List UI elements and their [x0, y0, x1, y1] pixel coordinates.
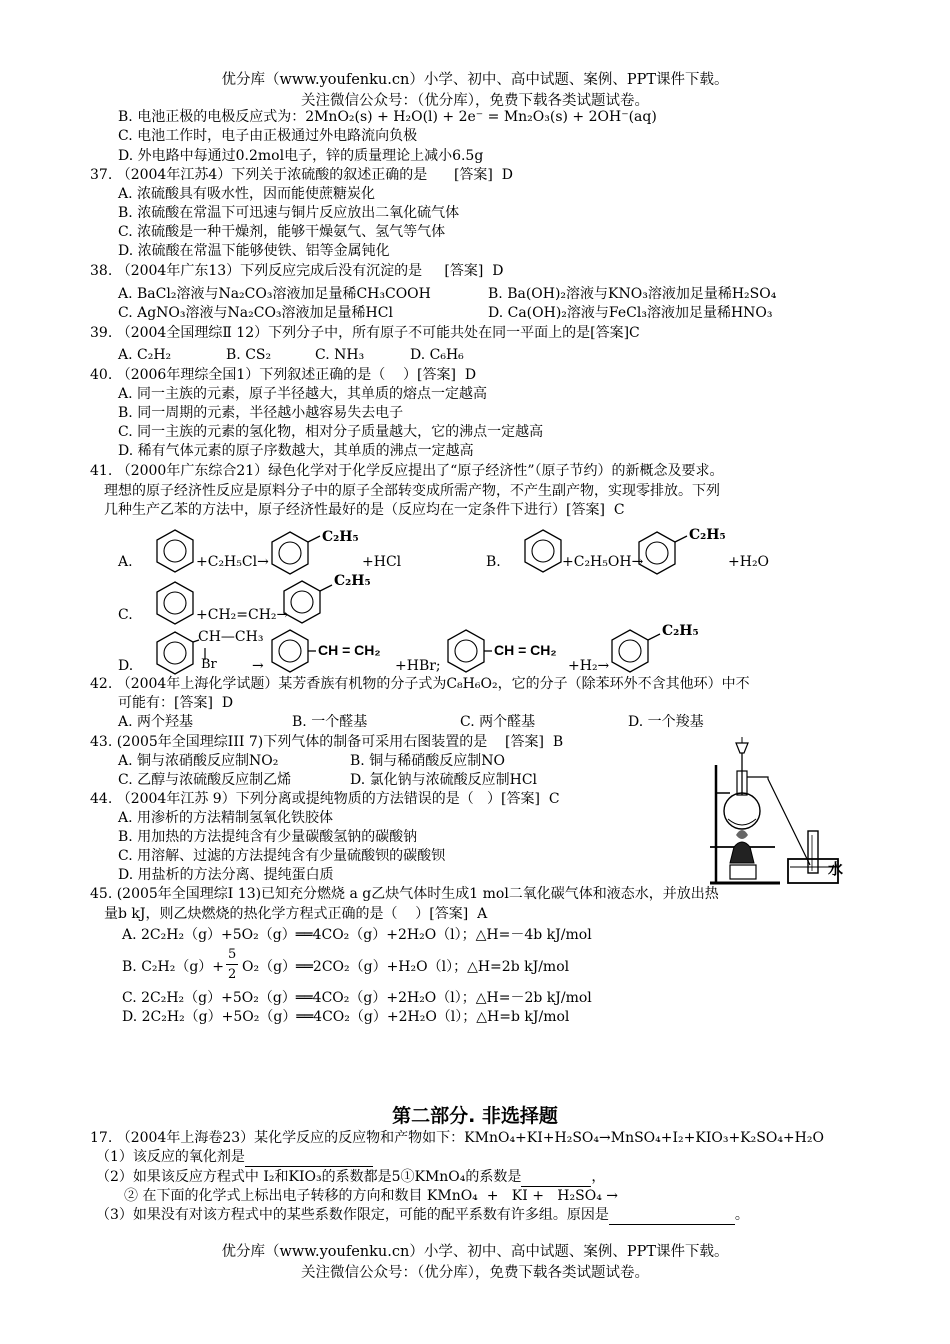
apparatus-water-label: 水	[828, 860, 844, 878]
q45-option-b-suffix: O₂（g）══2CO₂（g）+H₂O（l）；△H=2b kJ/mol	[242, 959, 570, 975]
q45-fraction-denominator: 2	[228, 967, 237, 982]
benzene-ring-structure	[155, 580, 195, 632]
q43-stem: 43. (2005年全国理综III 7)下列气体的制备可采用右图装置的是 [答案] B	[90, 734, 564, 750]
q17-part-2a-answer-blank[interactable]	[521, 1168, 591, 1187]
q37-option-d: D. 浓硫酸在常温下能够使铁、铝等金属钝化	[118, 243, 390, 259]
q17-part-3-text: （3）如果没有对该方程式中的某些系数作限定，可能的配平系数有许多组。原因是	[96, 1207, 609, 1223]
q45-fraction-bar	[226, 964, 238, 965]
benzene-ring-structure	[155, 528, 195, 580]
q39-option-d: D. C₆H₆	[410, 347, 464, 363]
q43-option-d: D. 氯化钠与浓硫酸反应制HCl	[350, 772, 538, 788]
q41-d-ethyl-label: C₂H₅	[662, 623, 699, 639]
q41-c-label: C.	[118, 607, 133, 623]
q45-option-a: A. 2C₂H₂（g）+5O₂（g）══4CO₂（g）+2H₂O（l）；△H=－4b kJ/mol	[122, 927, 592, 943]
header-line-1: 优分库（www.youfenku.cn）小学、初中、高中试题、案例、PPT课件下载。	[221, 72, 729, 88]
q41-d-ch-ch3-label: CH—CH₃	[198, 629, 264, 645]
q41-d-vinyl-label-2: CH = CH₂	[494, 642, 557, 658]
q45-option-c: C. 2C₂H₂（g）+5O₂（g）══4CO₂（g）+2H₂O（l）；△H=－2b kJ/mol	[122, 990, 592, 1006]
q41-a-reagent: +C₂H₅Cl→	[196, 554, 269, 570]
q36-option-d: D. 外电路中每通过0.2mol电子，锌的质量理论上减小6.5g	[118, 148, 484, 164]
q44-option-d: D. 用盐析的方法分离、提纯蛋白质	[118, 867, 334, 883]
q44-option-c: C. 用溶解、过滤的方法提纯含有少量硫酸钡的碳酸钡	[118, 848, 446, 864]
q38-stem: 38. （2004年广东13）下列反应完成后没有沉淀的是 [答案] D	[90, 263, 504, 279]
q36-option-b: B. 电池正极的电极反应式为：2MnO₂(s) + H₂O(l) + 2e⁻ = Mn₂O₃(s) + 2OH⁻(aq)	[118, 109, 657, 125]
q37-option-a: A. 浓硫酸具有吸水性，因而能使蔗糖炭化	[118, 186, 376, 202]
q42-option-d: D. 一个羧基	[628, 714, 704, 730]
q41-b-ethyl-label: C₂H₅	[689, 527, 726, 543]
q45-fraction-numerator: 5	[228, 947, 237, 962]
q43-option-c: C. 乙醇与浓硫酸反应制乙烯	[118, 772, 292, 788]
q37-option-b: B. 浓硫酸在常温下可迅速与铜片反应放出二氧化硫气体	[118, 205, 460, 221]
q41-c-ethyl-label: C₂H₅	[334, 573, 371, 589]
q17-part-3	[96, 1206, 749, 1225]
q45-stem-line-1: 45. (2005年全国理综Ⅰ 13)已知充分燃烧 a g乙炔气体时生成1 mol二氧化碳气体和液态水，并放出热	[90, 886, 719, 902]
header-line-2: 关注微信公众号：（优分库），免费下载各类试题试卷。	[301, 93, 649, 109]
q42-stem-line-1: 42. （2004年上海化学试题）某芳香族有机物的分子式为C₈H₆O₂，它的分子（除苯环外不含其他环）中不	[90, 676, 750, 692]
q41-b-reagent: +C₂H₅OH→	[562, 554, 644, 570]
q17-part-2a-end: ，	[591, 1169, 606, 1185]
q36-option-c: C. 电池工作时，电子由正极通过外电路流向负极	[118, 128, 418, 144]
q41-stem-line-2: 理想的原子经济性反应是原料分子中的原子全部转变成所需产物，不产生副产物，实现零排放。下列	[104, 483, 720, 499]
q41-d-product: +HBr;	[395, 658, 441, 674]
q42-stem-line-2: 可能有：[答案] D	[118, 695, 234, 711]
q42-option-b: B. 一个醛基	[292, 714, 368, 730]
q44-stem: 44. （2004年江苏 9）下列分离或提纯物质的方法错误的是（ ）[答案] C	[90, 791, 560, 807]
q38-option-a: A. BaCl₂溶液与Na₂CO₃溶液加足量稀CH₃COOH	[118, 286, 431, 302]
q40-option-b: B. 同一周期的元素，半径越小越容易失去电子	[118, 405, 404, 421]
q17-part-1	[96, 1148, 373, 1167]
q40-stem: 40. （2006年理综全国1）下列叙述正确的是（ ）[答案] D	[90, 367, 477, 383]
part-two-title: 第二部分. 非选择题	[392, 1105, 558, 1127]
q17-part-3-end: 。	[734, 1207, 749, 1223]
q45-option-b-prefix: B. C₂H₂（g）+	[122, 959, 225, 975]
q41-b-product: +H₂O	[728, 554, 770, 570]
q17-part-2b: ② 在下面的化学式上标出电子转移的方向和数目 KMnO₄ + KI + H₂SO₄ →	[124, 1188, 618, 1204]
q45-option-d: D. 2C₂H₂（g）+5O₂（g）══4CO₂（g）+2H₂O（l）；△H=b kJ/mol	[122, 1009, 570, 1025]
q17-part-3-answer-blank[interactable]	[609, 1206, 735, 1225]
q44-option-a: A. 用渗析的方法精制氢氧化铁胶体	[118, 810, 334, 826]
q40-option-c: C. 同一主族的元素的氢化物，相对分子质量越大，它的沸点一定越高	[118, 424, 544, 440]
q41-a-product: +HCl	[362, 554, 402, 570]
q39-stem: 39. （2004全国理综Ⅱ 12）下列分子中，所有原子不可能共处在同一平面上的是[答案]C	[90, 325, 640, 341]
q42-option-c: C. 两个醛基	[460, 714, 536, 730]
q45-stem-line-2: 量b kJ，则乙炔燃烧的热化学方程式正确的是（ ）[答案] A	[104, 906, 488, 922]
q17-stem: 17. （2004年上海卷23）某化学反应的反应物和产物如下：KMnO₄+KI+H₂SO₄→MnSO₄+I₂+KIO₃+K₂SO₄+H₂O	[90, 1130, 824, 1146]
q42-option-a: A. 两个羟基	[118, 714, 194, 730]
arrow-icon: →	[252, 658, 264, 674]
styrene-structure	[270, 626, 320, 678]
footer-line-1: 优分库（www.youfenku.cn）小学、初中、高中试题、案例、PPT课件下载。	[221, 1244, 729, 1260]
q39-option-a: A. C₂H₂	[118, 347, 172, 363]
styrene-structure	[446, 626, 496, 678]
q41-a-ethyl-label: C₂H₅	[322, 529, 359, 545]
q41-b-label: B.	[486, 554, 501, 570]
q41-d-br-label: Br	[201, 657, 217, 672]
benzene-ring-structure	[523, 528, 563, 580]
q39-option-b: B. CS₂	[226, 347, 272, 363]
q17-part-2a	[96, 1168, 605, 1187]
q41-stem-line-1: 41. （2000年广东综合21）绿色化学对于化学反应提出了“原子经济性”（原子节约）的新概念及要求。	[90, 463, 724, 479]
q17-part-1-answer-blank[interactable]	[245, 1148, 373, 1167]
q38-option-b: B. Ba(OH)₂溶液与KNO₃溶液加足量稀H₂SO₄	[488, 286, 777, 302]
q37-stem: 37. （2004年江苏4）下列关于浓硫酸的叙述正确的是 [答案] D	[90, 167, 513, 183]
q40-option-d: D. 稀有气体元素的原子序数越大，其单质的沸点一定越高	[118, 443, 474, 459]
q40-option-a: A. 同一主族的元素，原子半径越大，其单质的熔点一定越高	[118, 386, 488, 402]
q38-option-c: C. AgNO₃溶液与Na₂CO₃溶液加足量稀HCl	[118, 305, 393, 321]
q17-part-1-text: （1）该反应的氧化剂是	[96, 1149, 245, 1165]
q43-option-a: A. 铜与浓硝酸反应制NO₂	[118, 753, 279, 769]
q41-d-reagent-2: +H₂→	[568, 658, 610, 674]
q41-d-label: D.	[118, 658, 134, 674]
q44-option-b: B. 用加热的方法提纯含有少量碳酸氢钠的碳酸钠	[118, 829, 418, 845]
q37-option-c: C. 浓硫酸是一种干燥剂，能够干燥氨气、氢气等气体	[118, 224, 446, 240]
q41-d-vinyl-label: CH = CH₂	[318, 642, 381, 658]
q39-option-c: C. NH₃	[315, 347, 365, 363]
q41-c-reagent: +CH₂=CH₂→	[196, 607, 289, 623]
q43-option-b: B. 铜与稀硝酸反应制NO	[350, 753, 505, 769]
q38-option-d: D. Ca(OH)₂溶液与FeCl₃溶液加足量稀HNO₃	[488, 305, 773, 321]
q41-a-label: A.	[118, 554, 133, 570]
footer-line-2: 关注微信公众号：（优分库），免费下载各类试题试卷。	[301, 1265, 649, 1281]
q17-part-2a-text: （2）如果该反应方程式中 I₂和KIO₃的系数都是5①KMnO₄的系数是	[96, 1169, 522, 1185]
q41-stem-line-3: 几种生产乙苯的方法中，原子经济性最好的是（反应均在一定条件下进行）[答案] C	[104, 502, 625, 518]
